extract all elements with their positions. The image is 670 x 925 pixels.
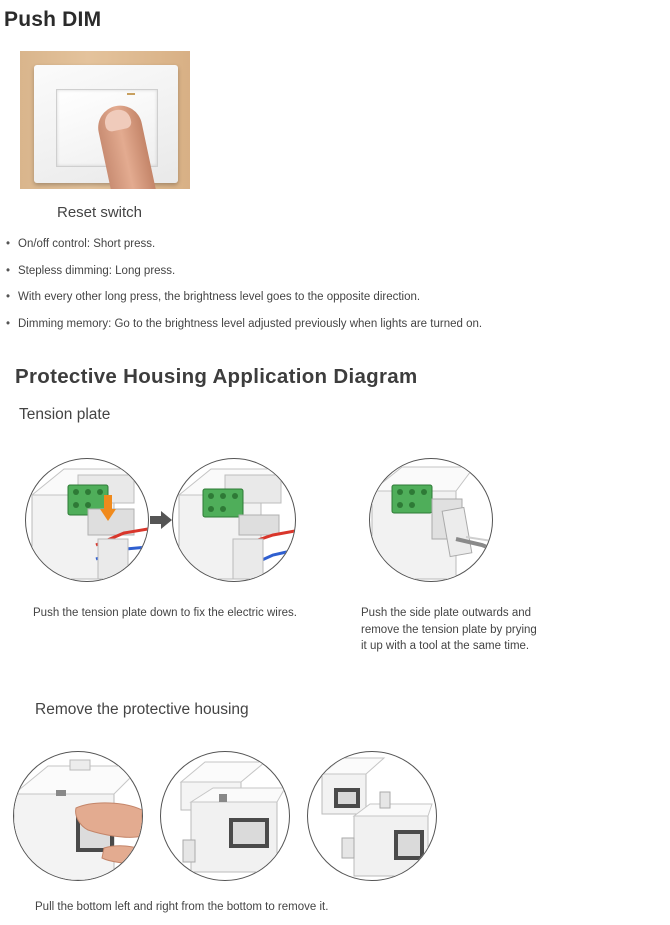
remove-housing-lift-diagram <box>160 751 290 881</box>
indicator-led <box>127 93 135 95</box>
list-item-text: With every other long press, the brightness level goes to the opposite direction. <box>18 291 421 303</box>
section-title: Protective Housing Application Diagram <box>15 365 418 388</box>
wall-switch-photo <box>20 51 190 189</box>
list-item: • Stepless dimming: Long press. <box>6 264 176 277</box>
tension-plate-caption-right <box>361 605 537 655</box>
tension-plate-remove-diagram <box>369 458 493 582</box>
caption-line: it up with a tool at the same time. <box>361 640 530 652</box>
list-item: • Dimming memory: Go to the brightness level adjusted previously when lights are turned on. <box>6 317 483 330</box>
remove-housing-caption: Pull the bottom left and right from the bottom to remove it. <box>35 901 329 913</box>
photo-caption: Reset switch <box>57 204 143 221</box>
page-title: Push DIM <box>4 8 102 31</box>
list-item-text: Dimming memory: Go to the brightness level adjusted previously when lights are turned on. <box>18 317 483 330</box>
tension-plate-push-diagram <box>25 458 149 582</box>
tension-plate-caption-left: Push the tension plate down to fix the electric wires. <box>33 607 298 619</box>
list-item-text: On/off control: Short press. <box>18 238 156 250</box>
right-arrow-icon <box>150 511 172 529</box>
feature-list <box>6 236 656 342</box>
list-item-text: Stepless dimming: Long press. <box>18 264 176 277</box>
remove-housing-heading: Remove the protective housing <box>35 701 249 718</box>
list-item: • With every other long press, the brightness level goes to the opposite direction. <box>6 291 421 303</box>
tension-plate-heading: Tension plate <box>19 406 111 423</box>
caption-line: Push the side plate outwards and <box>361 607 532 619</box>
list-item: • On/off control: Short press. <box>6 238 156 250</box>
caption-line: remove the tension plate by prying <box>361 623 537 636</box>
tension-plate-fixed-diagram <box>172 458 296 582</box>
remove-housing-pull-diagram <box>13 751 143 881</box>
remove-housing-separated-diagram <box>307 751 437 881</box>
